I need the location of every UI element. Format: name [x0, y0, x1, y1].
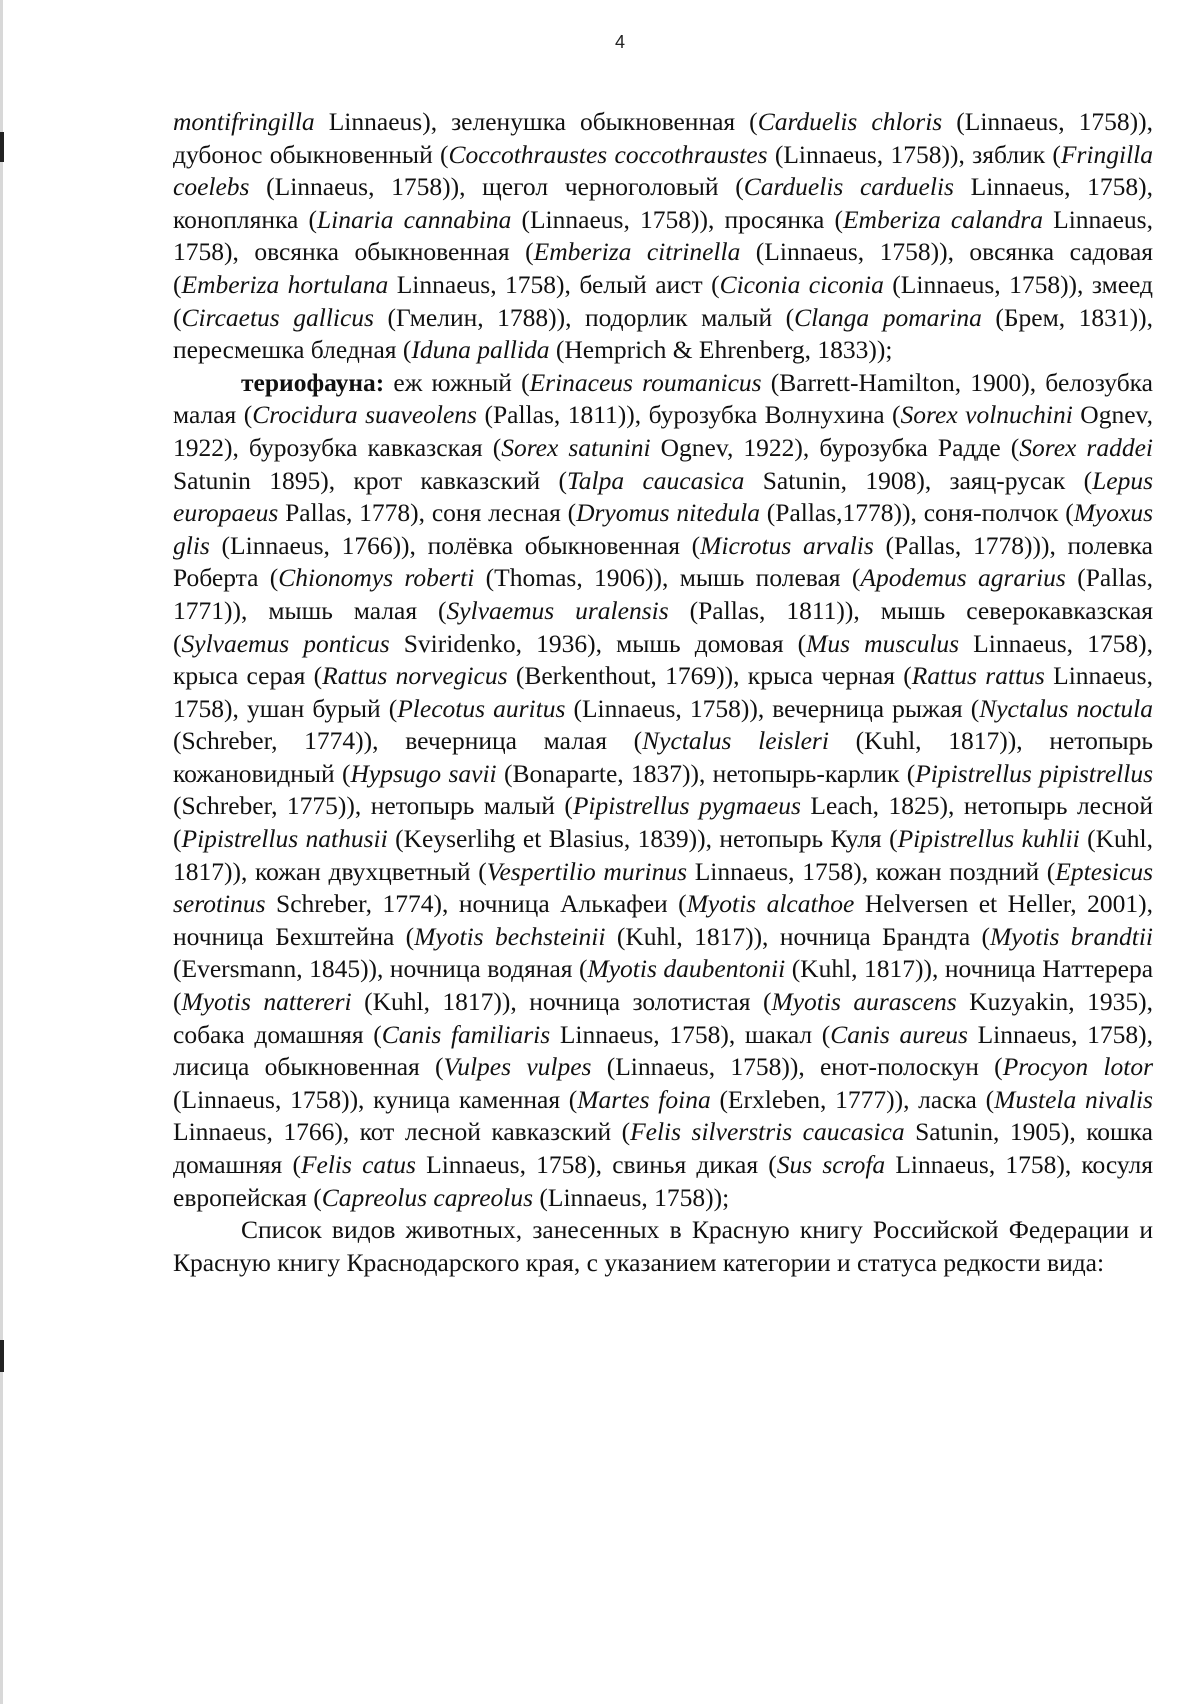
species-latin-name: Nyctalus leisleri [642, 726, 829, 756]
species-latin-name: Myotis aurascens [771, 987, 957, 1017]
species-latin-name: Sylvaemus uralensis [446, 595, 669, 625]
text-run: Linnaeus, 1766), кот лесной кавказский ( [173, 1117, 631, 1147]
text-run: (Kuhl, 1817)), ночница золотистая ( [351, 987, 772, 1017]
species-latin-name: Chionomys roberti [278, 563, 475, 593]
text-run: Ognev, 1922), бурозубка кавказская ( [173, 400, 1153, 462]
species-latin-name: Sylvaemus ponticus [181, 628, 390, 658]
text-run: Linnaeus, 1758), овсянка обыкновенная ( [173, 204, 1153, 267]
species-latin-name: Canis aureus [830, 1019, 968, 1049]
text-run: (Schreber, 1775)), нетопырь малый ( [173, 791, 573, 821]
text-run: Kuzyakin, 1935), собака домашняя ( [173, 987, 1153, 1049]
species-latin-name: Carduelis chloris [757, 107, 943, 136]
scan-artifact-mark [0, 132, 4, 162]
text-run: (Linnaeus, 1758)), зяблик ( [767, 139, 1061, 169]
text-run: Satunin 1895), крот кавказский ( [173, 465, 567, 495]
text-run: (Hemprich & Ehrenberg, 1833)); [549, 335, 893, 365]
text-run: (Pallas, 1778))), полевка Роберта ( [173, 530, 1153, 593]
document-body [173, 106, 1153, 1279]
species-latin-name: Lepus europaeus [173, 465, 1153, 528]
text-run: (Linnaeus, 1758)), змеед ( [173, 269, 1153, 332]
text-run: (Kuhl, 1817)), ночница Брандта ( [605, 921, 991, 951]
species-latin-name: Talpa caucasica [566, 465, 745, 495]
text-run: Linnaeus, 1758), крыса серая ( [173, 628, 1153, 691]
text-run: (Брем, 1831)), пересмешка бледная ( [173, 302, 1153, 365]
species-latin-name: Vespertilio murinus [486, 856, 688, 886]
species-latin-name: Coccothraustes coccothraustes [448, 139, 768, 169]
species-latin-name: Capreolus capreolus [321, 1182, 534, 1212]
paragraph-birds-continued [173, 106, 1153, 367]
species-latin-name: Myotis nattereri [181, 987, 352, 1017]
text-run: (Bonaparte, 1837)), нетопырь-карлик ( [496, 758, 916, 788]
species-latin-name: Martes foina [577, 1084, 711, 1114]
text-run: Leach, 1825), нетопырь лесной ( [173, 791, 1153, 854]
text-run: Schreber, 1774), ночница Алькафеи ( [265, 889, 687, 919]
species-latin-name: Emberiza calandra [842, 204, 1043, 234]
species-latin-name: Rattus rattus [911, 661, 1045, 691]
species-latin-name: Rattus norvegicus [322, 661, 508, 691]
text-run: Sviridenko, 1936), мышь домовая ( [389, 628, 807, 658]
species-latin-name: Pipistrellus pygmaeus [572, 791, 801, 821]
species-latin-name: Myotis alcathoe [686, 889, 855, 919]
species-latin-name: Emberiza hortulana [181, 269, 389, 299]
text-run: (Kuhl, 1817)), ночница Наттерера ( [173, 954, 1154, 1017]
text-run: (Linnaeus, 1766)), полёвка обыкновенная ( [209, 530, 701, 560]
species-latin-name: Sorex satunini [501, 432, 651, 462]
text-run: Pallas, 1778), соня лесная ( [278, 498, 577, 528]
species-latin-name: Hypsugo savii [350, 758, 497, 788]
text-run: (Pallas, 1811)), мышь северокавказская ( [173, 595, 1153, 658]
text-run: (Schreber, 1774)), вечерница малая ( [173, 726, 643, 756]
species-latin-name: Crocidura suaveolens [252, 400, 477, 430]
species-latin-name: Mustela nivalis [994, 1084, 1153, 1114]
species-latin-name: Erinaceus roumanicus [529, 367, 762, 397]
text-run: (Pallas, 1811)), бурозубка Волнухина ( [476, 400, 901, 430]
species-latin-name: Sorex volnuchini [900, 400, 1073, 430]
species-latin-name: Myoxus glis [173, 498, 1153, 560]
species-latin-name: Iduna pallida [411, 335, 550, 365]
species-latin-name: Nyctalus noctula [979, 693, 1154, 723]
text-run: Linnaeus), зеленушка обыкновенная ( [314, 107, 758, 136]
text-run: (Linnaeus, 1758)), куница каменная ( [173, 1084, 578, 1114]
species-latin-name: Sus scrofa [776, 1150, 886, 1179]
page-number: 4 [614, 32, 625, 52]
text-run: (Pallas, 1771)), мышь малая ( [173, 563, 1154, 625]
species-latin-name: Ciconia ciconia [719, 269, 884, 299]
text-run: Ognev, 1922), бурозубка Радде ( [650, 432, 1020, 462]
species-latin-name: Apodemus agrarius [860, 563, 1066, 593]
text-run: (Pallas,1778)), соня-полчок ( [759, 498, 1074, 528]
species-latin-name: Myotis bechsteinii [414, 921, 606, 951]
species-latin-name: Pipistrellus nathusii [181, 824, 388, 854]
species-latin-name: Dryomus nitedula [576, 498, 760, 528]
text-run: Linnaeus, 1758), косуля европейская ( [173, 1150, 1153, 1212]
species-latin-name: Sorex raddei [1019, 432, 1154, 462]
text-run: Linnaeus, 1758), свинья дикая ( [415, 1150, 777, 1179]
text-run: (Kuhl, 1817)), кожан двухцветный ( [173, 824, 1153, 886]
paragraph-red-book-intro [173, 1214, 1153, 1279]
text-run: (Linnaeus, 1758)), щегол черноголовый ( [249, 172, 744, 202]
text-run: (Berkenthout, 1769)), крыса черная ( [507, 661, 912, 691]
species-latin-name: Felis catus [300, 1150, 416, 1179]
text-run: Linnaeus, 1758), ушан бурый ( [173, 661, 1153, 723]
species-latin-name: Myotis brandtii [990, 921, 1153, 951]
section-heading: териофауна: [241, 367, 385, 397]
text-run: Linnaeus, 1758), коноплянка ( [173, 172, 1153, 234]
text-run: еж южный ( [384, 367, 530, 397]
text-run: Список видов животных, занесенных в Красную книгу Российской Федерации и Красную книгу Краснодарского края, с указанием категории и статуса редкости вида: [173, 1215, 1153, 1277]
paragraph-teriofauna [173, 367, 1153, 1214]
text-run: (Erxleben, 1777)), ласка ( [710, 1084, 995, 1114]
species-latin-name: Carduelis carduelis [743, 172, 954, 202]
text-run: Helversen et Heller, 2001), ночница Бехштейна ( [173, 889, 1153, 951]
species-latin-name: Pipistrellus kuhlii [897, 824, 1080, 854]
species-latin-name: Felis silverstris caucasica [630, 1117, 905, 1147]
species-latin-name: Plecotus auritus [397, 693, 566, 723]
species-latin-name: Vulpes vulpes [443, 1052, 592, 1082]
scan-left-edge [0, 0, 3, 1704]
text-run: Linnaeus, 1758), белый аист ( [388, 269, 720, 299]
species-latin-name: Canis familiaris [381, 1019, 551, 1049]
text-run: (Linnaeus, 1758)), вечерница рыжая ( [565, 693, 980, 723]
species-latin-name: Emberiza citrinella [533, 237, 741, 267]
text-run: (Eversmann, 1845)), ночница водяная ( [173, 954, 588, 984]
species-latin-name: Myotis daubentonii [587, 954, 786, 984]
text-run: (Linnaeus, 1758)), просянка ( [511, 204, 843, 234]
text-run: Linnaeus, 1758), кожан поздний ( [687, 856, 1056, 886]
text-run: Satunin, 1908), заяц-русак ( [744, 465, 1093, 495]
text-run: Linnaeus, 1758), лисица обыкновенная ( [173, 1019, 1153, 1082]
text-run: (Гмелин, 1788)), подорлик малый ( [373, 302, 795, 332]
text-run: (Linnaeus, 1758)); [533, 1182, 730, 1212]
text-run: (Linnaeus, 1758)), овсянка садовая ( [173, 237, 1153, 299]
species-latin-name: Pipistrellus pipistrellus [915, 758, 1153, 788]
text-run: (Linnaeus, 1758)), дубонос обыкновенный ( [173, 107, 1154, 169]
text-run: (Linnaeus, 1758)), енот-полоскун ( [591, 1052, 1003, 1082]
species-latin-name: Mus musculus [806, 628, 960, 658]
species-latin-name: Eptesicus serotinus [173, 856, 1154, 919]
text-run: Linnaeus, 1758), шакал ( [550, 1019, 831, 1049]
text-run: (Kuhl, 1817)), нетопырь кожановидный ( [173, 726, 1153, 788]
scan-artifact-mark [0, 1340, 4, 1372]
text-run: (Keyserlihg et Blasius, 1839)), нетопырь Куля ( [387, 824, 898, 854]
species-latin-name: Procyon lotor [1002, 1052, 1153, 1082]
text-run: Satunin, 1905), кошка домашняя ( [173, 1117, 1154, 1179]
species-latin-name: Linaria cannabina [316, 204, 512, 234]
species-latin-name: montifringilla [173, 107, 315, 136]
text-run: (Barrett-Hamilton, 1900), белозубка малая ( [173, 367, 1153, 430]
text-run: (Thomas, 1906)), мышь полевая ( [474, 563, 861, 593]
species-latin-name: Fringilla coelebs [173, 139, 1153, 202]
species-latin-name: Circaetus gallicus [181, 302, 374, 332]
species-latin-name: Microtus arvalis [700, 530, 874, 560]
species-latin-name: Clanga pomarina [794, 302, 982, 332]
